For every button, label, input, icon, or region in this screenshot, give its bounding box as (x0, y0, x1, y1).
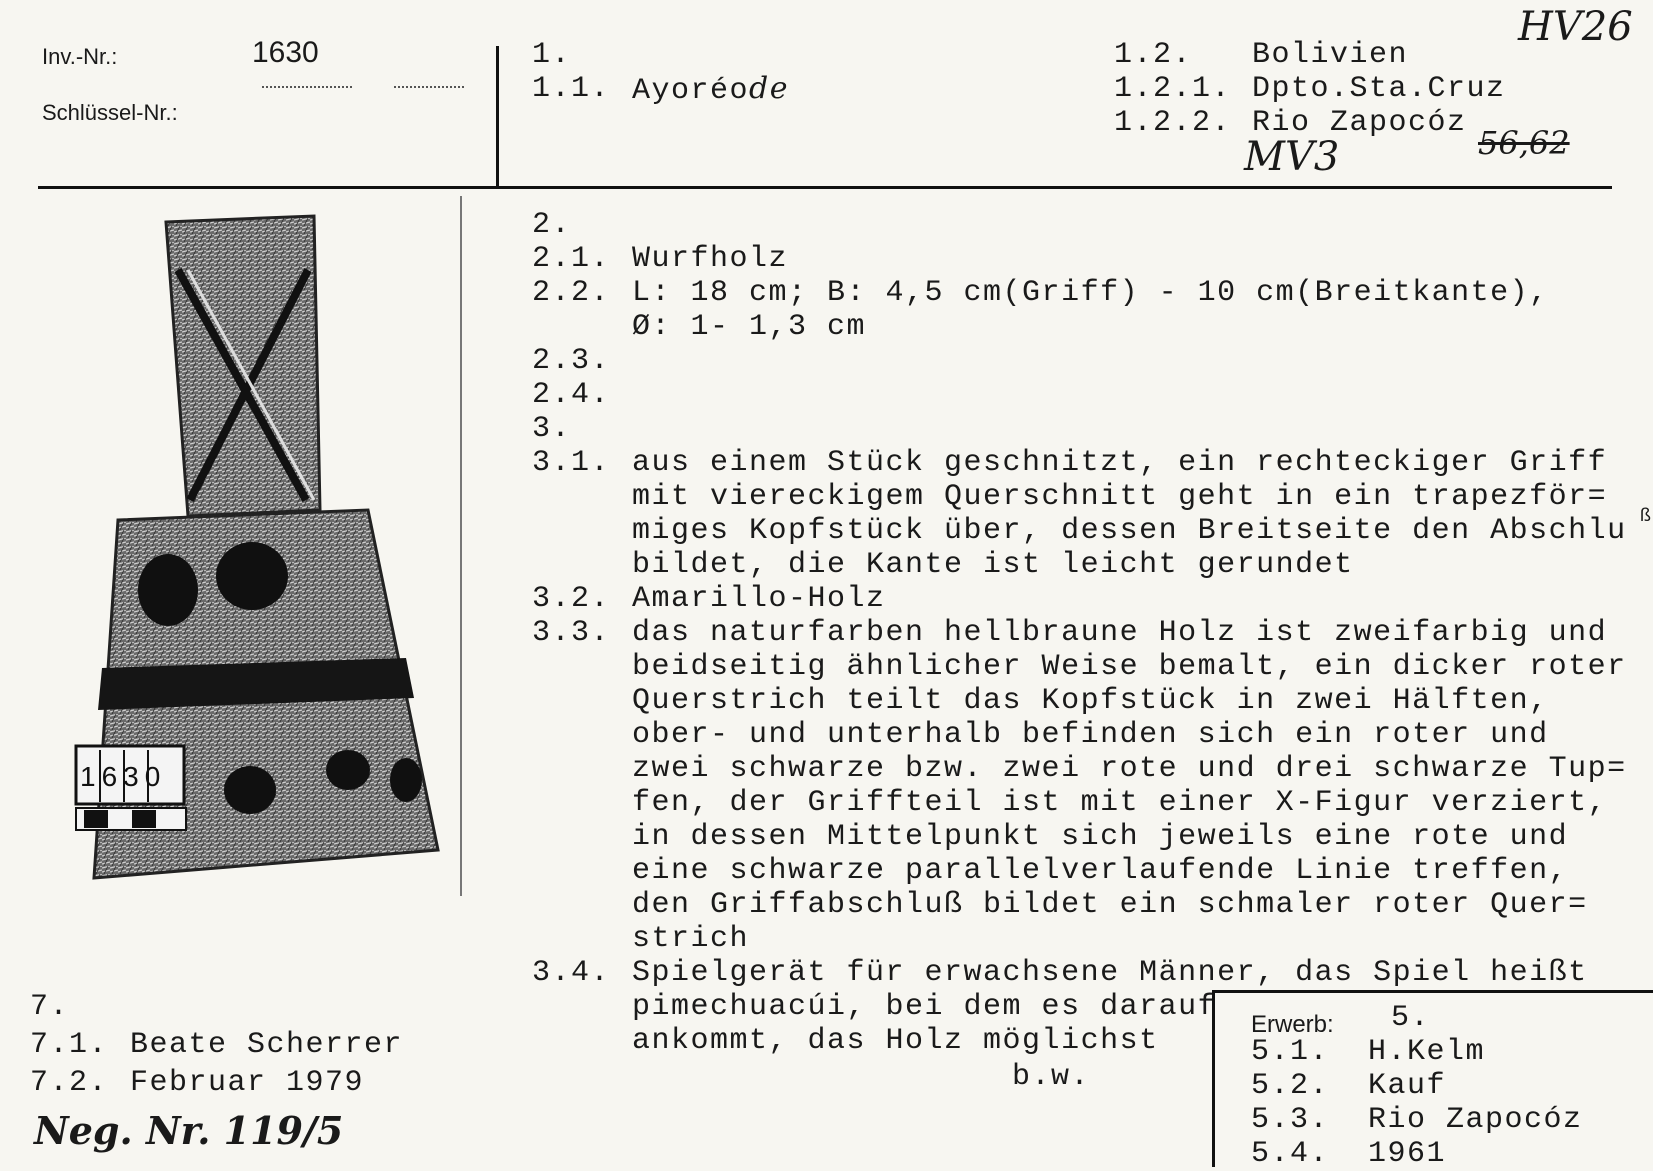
line-text: in dessen Mittelpunkt sich jeweils eine rote und (632, 820, 1569, 854)
line-text: ankommt, das Holz möglichst (632, 1024, 1159, 1058)
description-line (532, 514, 1642, 548)
sec7-2-num: 7.2. (30, 1066, 109, 1100)
key-label: Schlüssel-Nr.: (42, 100, 178, 125)
line-text: strich (632, 922, 750, 956)
acq-text: Rio Zapocóz (1368, 1103, 1583, 1137)
object-photo (70, 210, 470, 898)
inv-dots (262, 86, 352, 88)
line-text: beidseitig ähnlicher Weise bemalt, ein dicker roter (632, 650, 1627, 684)
description-line (532, 208, 1642, 242)
bw-note: b.w. (1012, 1060, 1091, 1094)
line-number: 3. (532, 412, 572, 446)
acquisition-line (1251, 1069, 1446, 1103)
acquisition-line (1251, 1035, 1485, 1069)
acq-text: H.Kelm (1368, 1035, 1486, 1069)
line-number: 2.4. (532, 378, 611, 412)
inv-label: Inv.-Nr.: (42, 44, 118, 69)
sec7-num: 7. (30, 990, 70, 1024)
line-number: 3.2. (532, 582, 611, 616)
description-line (532, 242, 1642, 276)
photo-frame-line (460, 196, 462, 896)
acq-text: Kauf (1368, 1069, 1447, 1103)
acq-number: 5.1. (1251, 1035, 1330, 1069)
description-line (532, 752, 1642, 786)
description-line (532, 582, 1642, 616)
line-text: fen, der Griffteil ist mit einer X-Figur verziert, (632, 786, 1608, 820)
line-number: 2.1. (532, 242, 611, 276)
description-line (532, 378, 1642, 412)
neg-number: Neg. Nr. 119/5 (34, 1108, 344, 1153)
description-line (532, 786, 1642, 820)
line-number: 2.3. (532, 344, 611, 378)
acquisition-line (1251, 1103, 1583, 1137)
sec1-2-2-num: 1.2.2. (1114, 106, 1232, 140)
sec7-2-value: Februar 1979 (130, 1066, 365, 1100)
description-line (532, 684, 1642, 718)
description-line (532, 616, 1642, 650)
line-text: das naturfarben hellbraune Holz ist zweifarbig und (632, 616, 1608, 650)
acq-text: 1961 (1368, 1137, 1447, 1171)
line-text: Amarillo-Holz (632, 582, 886, 616)
sec1-1-num: 1.1. (532, 72, 611, 106)
description-line (532, 276, 1642, 310)
sec7-1-value: Beate Scherrer (130, 1028, 404, 1062)
line-text: bildet, die Kante ist leicht gerundet (632, 548, 1354, 582)
sec1-2-num: 1.2. (1114, 38, 1193, 72)
inv-value: 1630 (252, 36, 319, 69)
sec1-1-value: Ayoréode (632, 71, 789, 108)
acq-number: 5.4. (1251, 1137, 1330, 1171)
inv-dots-2 (394, 86, 464, 88)
line-text: miges Kopfstück über, dessen Breitseite den Abschlu (632, 514, 1627, 548)
description-line (532, 446, 1642, 480)
line-text: Wurfholz (632, 242, 789, 276)
acquisition-line (1251, 1137, 1446, 1171)
line-text: Spielgerät für erwachsene Männer, das Spiel heißt (632, 956, 1588, 990)
line-text: den Griffabschluß bildet ein schmaler roter Quer= (632, 888, 1588, 922)
sec1-2-2-value: Rio Zapocóz (1252, 106, 1467, 140)
description-line (532, 956, 1642, 990)
mv-mark: MV3 (1244, 134, 1340, 180)
description-line (532, 718, 1642, 752)
margin-char: ß (1640, 507, 1653, 527)
header-rule (38, 186, 1612, 189)
acq-number: 5.2. (1251, 1069, 1330, 1103)
description-block (532, 208, 1653, 1094)
description-line (532, 820, 1642, 854)
line-text: eine schwarze parallelverlaufende Linie treffen, (632, 854, 1569, 888)
description-line (532, 344, 1642, 378)
sec1-2-1-value: Dpto.Sta.Cruz (1252, 72, 1506, 106)
description-line (532, 480, 1642, 514)
acquisition-box (1212, 990, 1653, 1171)
erwerb-label: Erwerb: (1251, 1011, 1334, 1038)
sec1-2-1-num: 1.2.1. (1114, 72, 1232, 106)
line-text: aus einem Stück geschnitzt, ein rechteckiger Griff (632, 446, 1608, 480)
line-number: 3.1. (532, 446, 611, 480)
description-line (532, 888, 1642, 922)
line-number: 3.4. (532, 956, 611, 990)
line-text: zwei schwarze bzw. zwei rote und drei schwarze Tup= (632, 752, 1627, 786)
description-line (532, 310, 1642, 344)
sec1-num: 1. (532, 38, 572, 72)
line-text: mit viereckigem Querschnitt geht in ein trapezför= (632, 480, 1608, 514)
line-number: 3.3. (532, 616, 611, 650)
line-text: L: 18 cm; B: 4,5 cm(Griff) - 10 cm(Breitkante), (632, 276, 1549, 310)
description-line (532, 922, 1642, 956)
sec5-num: 5. (1391, 1001, 1431, 1035)
line-number: 2.2. (532, 276, 611, 310)
struck-mark: 56,62 (1478, 124, 1570, 162)
header-divider (496, 46, 499, 186)
line-number: 2. (532, 208, 572, 242)
description-line (532, 412, 1642, 446)
acq-number: 5.3. (1251, 1103, 1330, 1137)
description-line (532, 650, 1642, 684)
corner-mark: HV26 (1518, 4, 1633, 50)
sec1-2-value: Bolivien (1252, 38, 1409, 72)
line-text: ober- und unterhalb befinden sich ein roter und (632, 718, 1549, 752)
line-text: Ø: 1- 1,3 cm (632, 310, 867, 344)
line-text: pimechuacúi, bei dem es darauf (632, 990, 1218, 1024)
photo-label: 1630 (80, 761, 167, 792)
sec7-1-num: 7.1. (30, 1028, 109, 1062)
throwing-stick-photo (70, 210, 470, 898)
description-line (532, 548, 1642, 582)
description-line (532, 854, 1642, 888)
line-text: Querstrich teilt das Kopfstück in zwei Hälften, (632, 684, 1549, 718)
